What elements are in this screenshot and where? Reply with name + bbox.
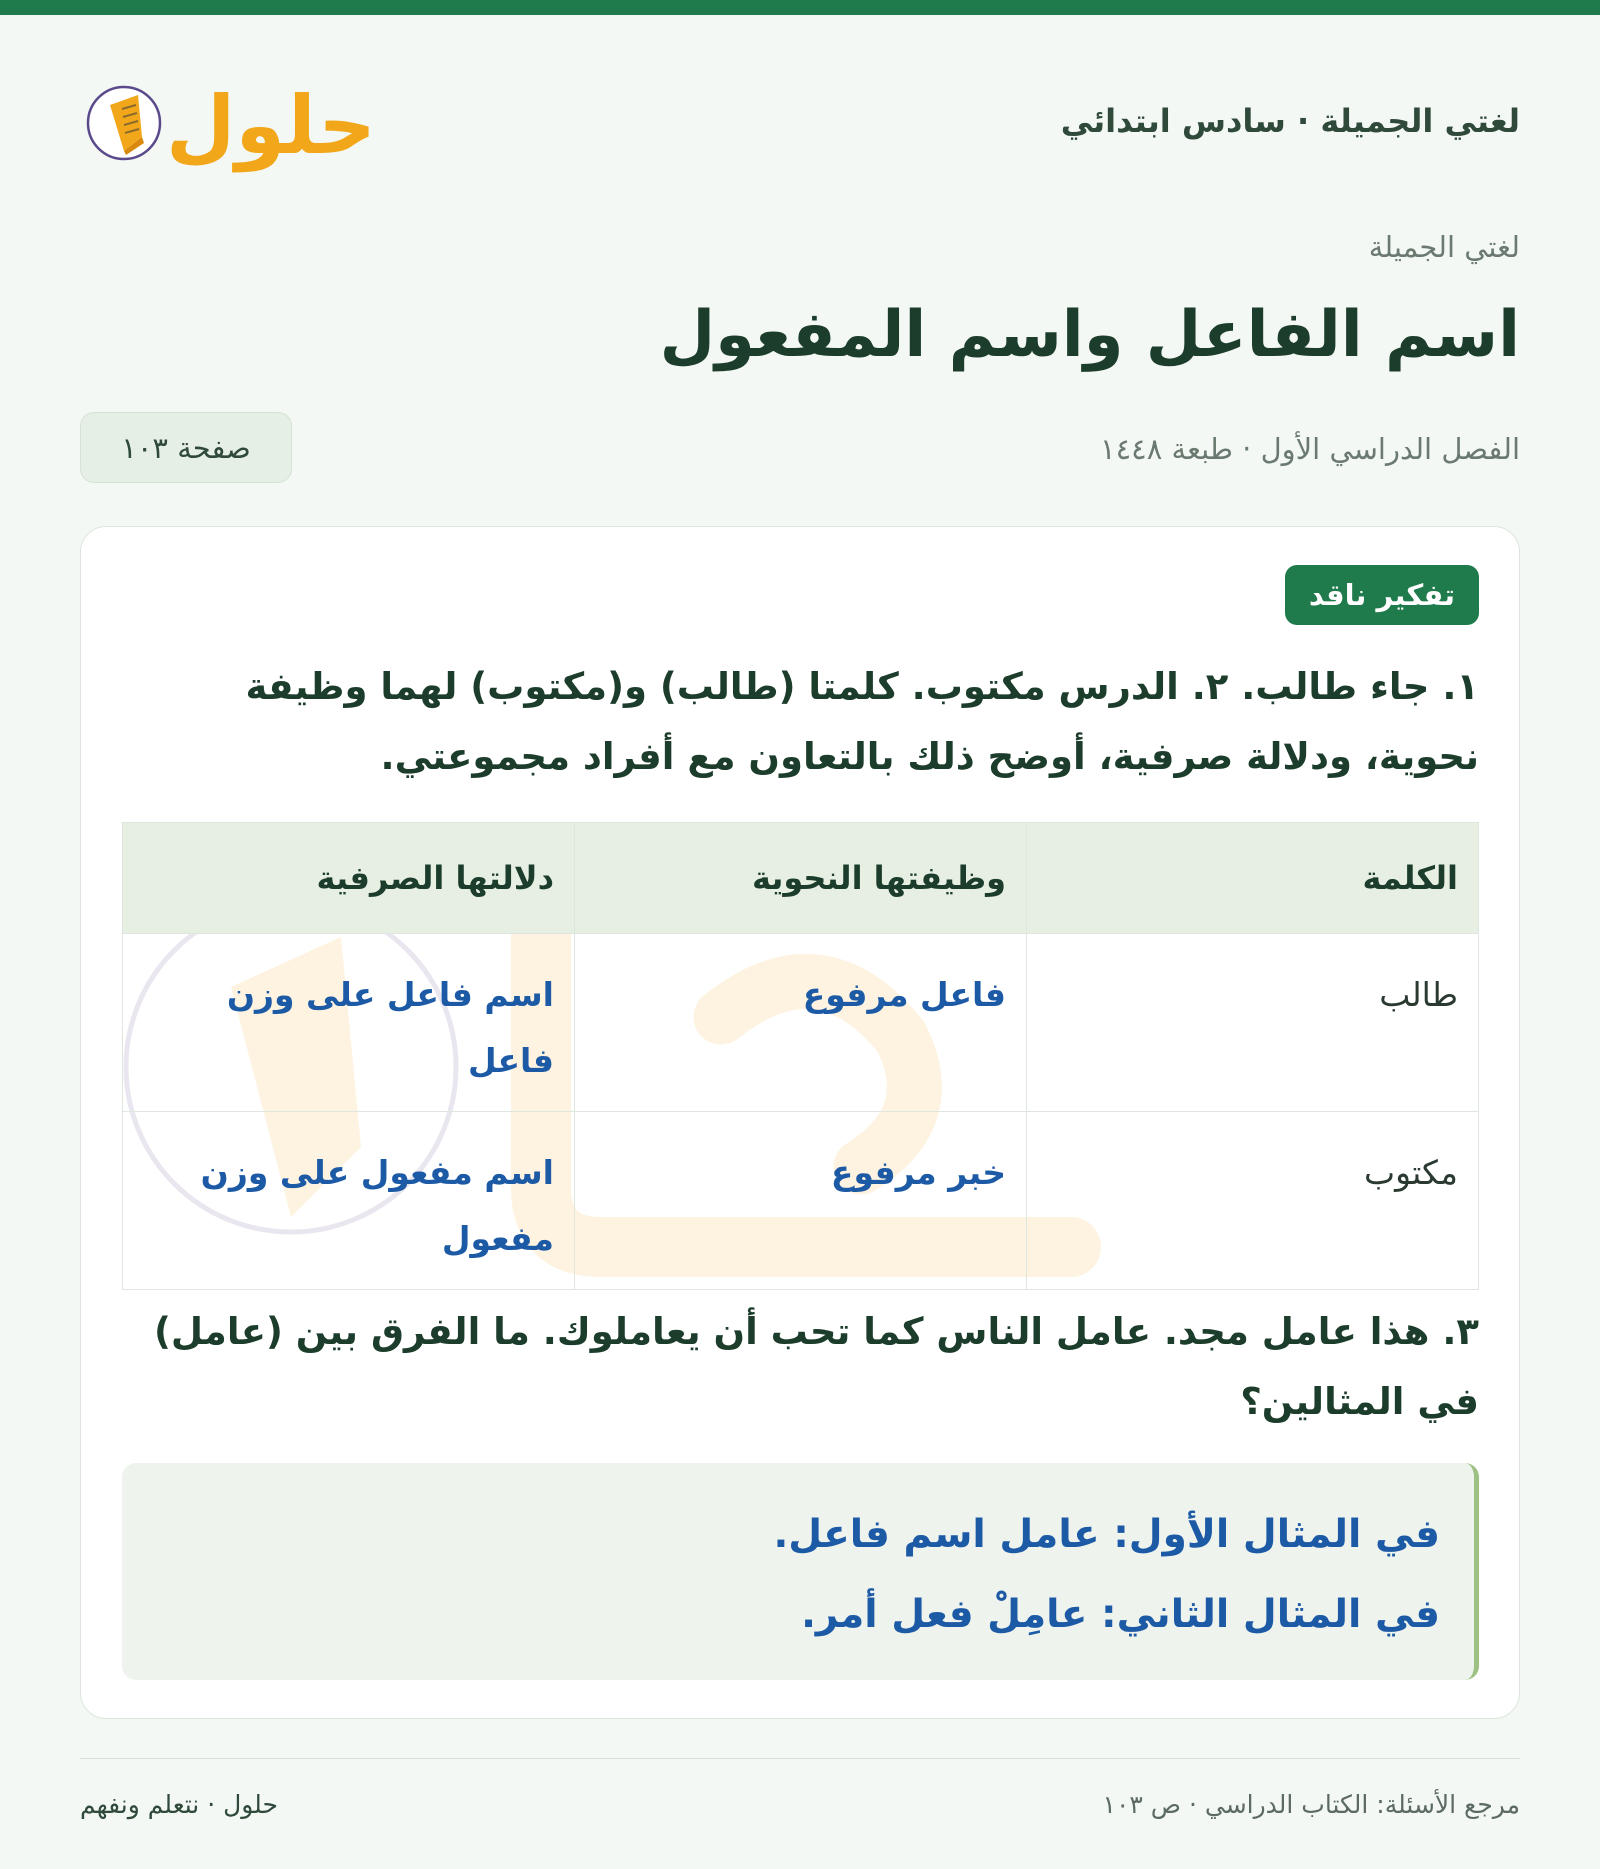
breadcrumb[interactable]: لغتي الجميلة	[1368, 230, 1520, 264]
answer-line-2: في المثال الثاني: عامِلْ فعل أمر.	[801, 1592, 1440, 1637]
page-number-badge: صفحة ١٠٣	[80, 412, 292, 483]
table-cell-syntax: فاعل مرفوع	[575, 934, 1027, 1112]
critical-thinking-tag: تفكير ناقد	[1285, 565, 1479, 625]
question-1-text: ١. جاء طالب. ٢. الدرس مكتوب. كلمتا (طالب) و(مكتوب) لهما وظيفة نحوية، ودلالة صرفية، أوضح ذلك بالتعاون مع أفراد مجموعتي.	[245, 665, 1479, 778]
brand-title: لغتي الجميلة · سادس ابتدائي	[1060, 102, 1520, 140]
page-title: اسم الفاعل واسم المفعول	[659, 298, 1520, 372]
top-accent-bar	[0, 0, 1600, 15]
table-cell-word: مكتوب	[1027, 1112, 1479, 1290]
table-row	[123, 1112, 1479, 1290]
table-cell-syntax: خبر مرفوع	[575, 1112, 1027, 1290]
column-header-word: الكلمة	[1027, 823, 1479, 934]
table-header-row	[123, 823, 1479, 934]
table-cell-word: طالب	[1027, 934, 1479, 1112]
site-header	[80, 60, 1520, 190]
table-cell-morphology: اسم مفعول على وزن مفعول	[123, 1112, 575, 1290]
question-3-text: ٣. هذا عامل مجد. عامل الناس كما تحب أن يعاملوك. ما الفرق بين (عامل) في المثالين؟	[153, 1310, 1479, 1423]
table-row	[123, 934, 1479, 1112]
answer-line-1: في المثال الأول: عامل اسم فاعل.	[773, 1512, 1440, 1557]
table-cell-morphology: اسم فاعل على وزن فاعل	[123, 934, 575, 1112]
footer-divider	[80, 1758, 1520, 1759]
answer-box	[122, 1463, 1479, 1680]
answer-table	[122, 822, 1479, 1290]
edition-meta: الفصل الدراسي الأول · طبعة ١٤٤٨	[1100, 432, 1520, 466]
question-card	[80, 526, 1520, 1719]
footer-reference: مرجع الأسئلة: الكتاب الدراسي · ص ١٠٣	[1102, 1790, 1520, 1819]
logo-wordmark: حلول	[166, 79, 376, 172]
footer-brand[interactable]: حلول · نتعلم ونفهم	[80, 1790, 278, 1819]
column-header-syntax: وظيفتها النحوية	[575, 823, 1027, 934]
column-header-morphology: دلالتها الصرفية	[123, 823, 575, 934]
site-logo[interactable]	[80, 65, 376, 185]
